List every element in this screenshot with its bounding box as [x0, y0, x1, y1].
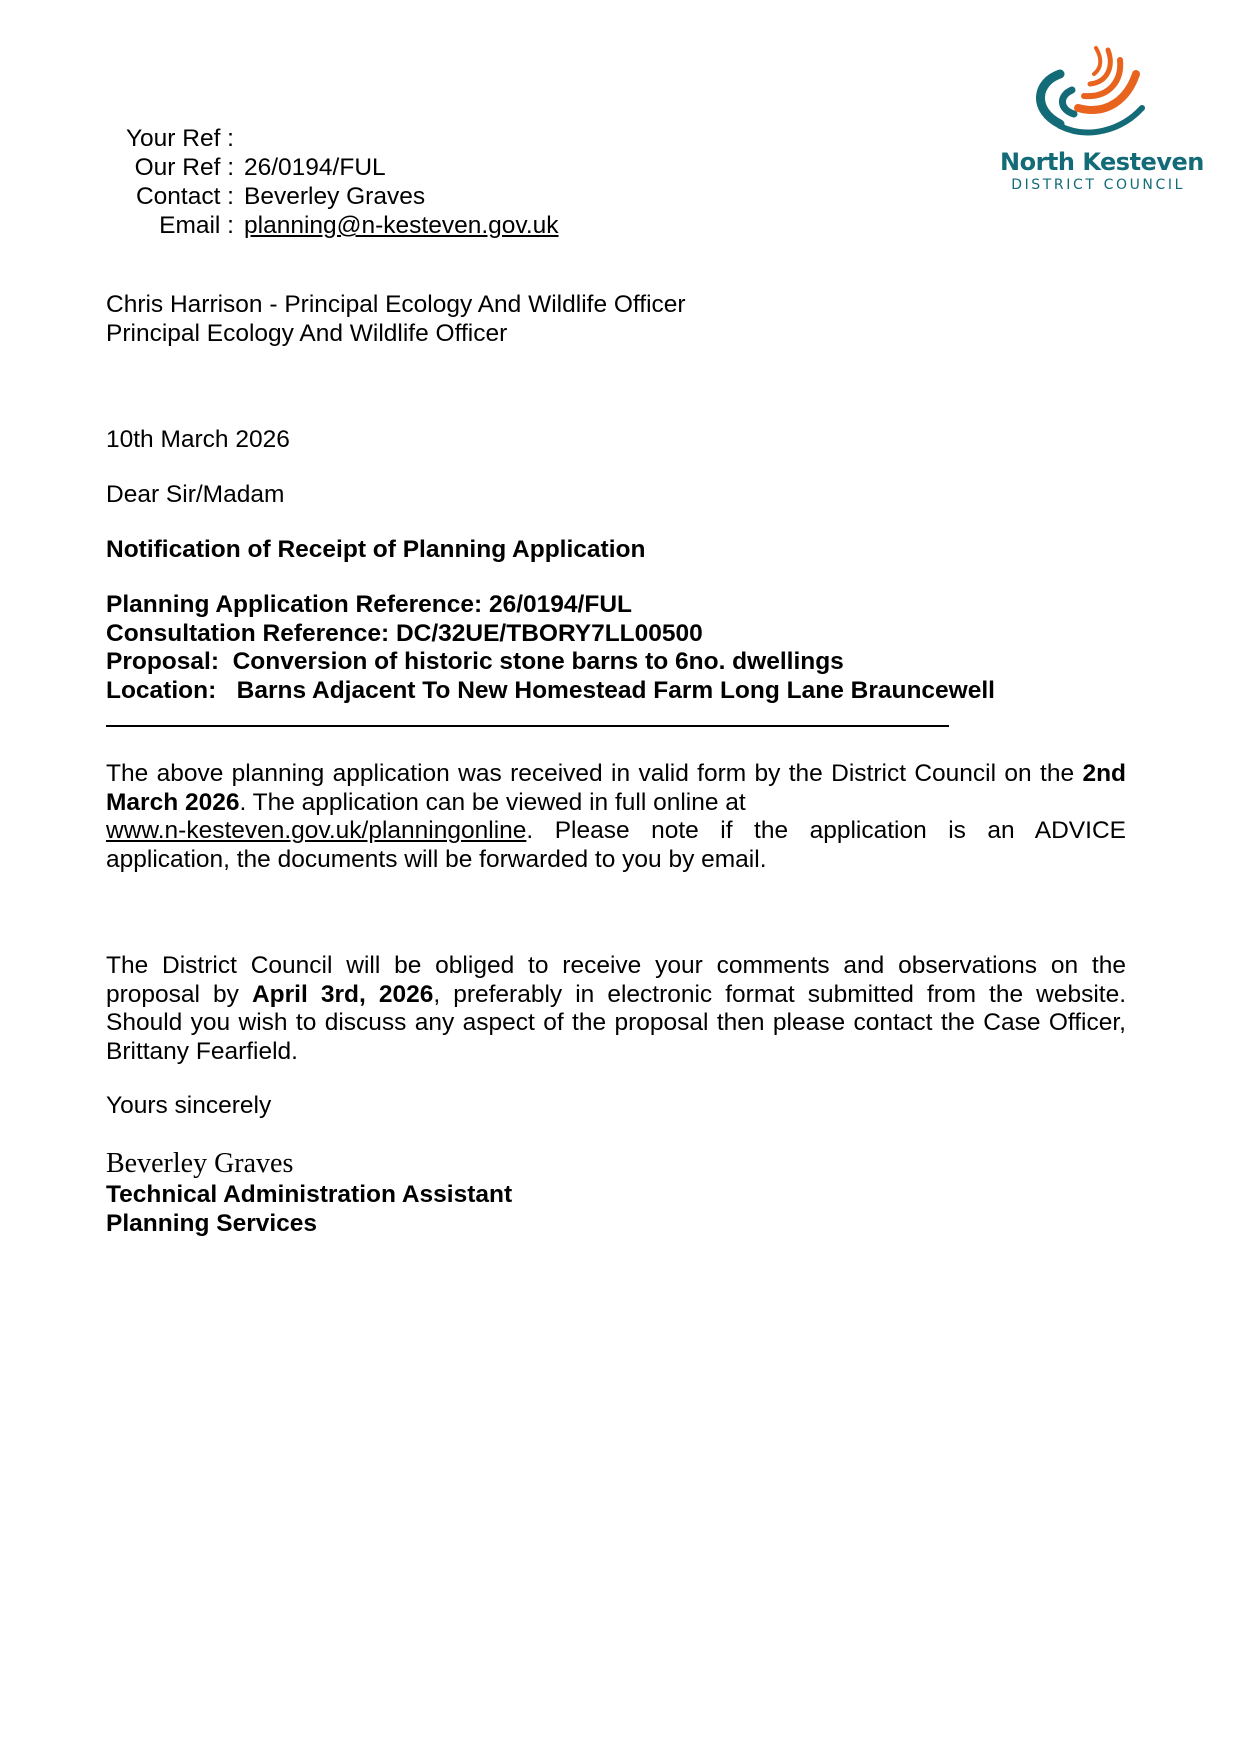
contact-value: Beverley Graves: [244, 183, 426, 210]
consultation-reference: Consultation Reference: DC/32UE/TBORY7LL00500: [106, 619, 703, 647]
paragraph-1-line-2: [106, 789, 1126, 818]
contact-row: [110, 182, 670, 211]
email-row: [110, 211, 670, 240]
recipient-line-1: Chris Harrison - Principal Ecology And Wildlife Officer: [106, 291, 686, 318]
location: Location: Barns Adjacent To New Homestead Farm Long Lane Brauncewell: [106, 677, 995, 705]
p1-text-2: . The application can be viewed in full online at: [239, 788, 746, 816]
planning-online-link[interactable]: www.n-kesteven.gov.uk/planningonline: [106, 817, 527, 845]
application-reference: Planning Application Reference: 26/0194/FUL: [106, 591, 632, 618]
logo-subtitle: DISTRICT COUNCIL: [1011, 177, 1185, 193]
your-ref-label: Your Ref :: [125, 125, 234, 152]
p1-bold-1: 2nd: [1082, 760, 1126, 787]
p2-text-post: , preferably in electronic format submitted from the website.: [433, 980, 1127, 1008]
paragraph-2-line-1: The District Council will be obliged to receive your comments and observations on the: [106, 952, 1126, 979]
council-logo-icon: [1030, 44, 1150, 144]
paragraph-1-line-1: [106, 760, 1126, 789]
paragraph-2-line-4: Brittany Fearfield.: [106, 1037, 298, 1065]
our-ref-row: [110, 153, 670, 182]
contact-label: Contact :: [135, 183, 234, 210]
council-logo: [1000, 44, 1204, 194]
signature-name: Beverley Graves: [106, 1148, 294, 1179]
paragraph-receipt: [106, 760, 1126, 874]
proposal: Proposal: Conversion of historic stone barns to 6no. dwellings: [106, 648, 844, 676]
salutation: Dear Sir/Madam: [106, 481, 285, 508]
signature-block: [106, 1181, 512, 1238]
logo-name: North Kesteven: [1000, 148, 1204, 176]
email-label: Email :: [159, 212, 234, 239]
paragraph-2-line-2: [106, 981, 1126, 1010]
closing: Yours sincerely: [106, 1092, 272, 1119]
signature-department: Planning Services: [106, 1209, 318, 1237]
subject-heading: Notification of Receipt of Planning Application: [106, 536, 646, 563]
paragraph-2-line-3: Should you wish to discuss any aspect of the proposal then please contact the Case Officer,: [106, 1009, 1126, 1037]
your-ref-row: [110, 124, 670, 153]
paragraph-comments: [106, 952, 1126, 1066]
p1-text-3: . Please note if the application is an ADVICE: [526, 817, 1126, 845]
reference-block: [110, 124, 670, 240]
divider-line: [106, 725, 949, 727]
email-link[interactable]: planning@n-kesteven.gov.uk: [244, 212, 559, 239]
p2-deadline: April 3rd, 2026: [251, 980, 434, 1008]
letter-date: 10th March 2026: [106, 426, 290, 453]
paragraph-1-line-4: application, the documents will be forwarded to you by email.: [106, 845, 767, 873]
application-details: [106, 591, 995, 706]
recipient-block: [106, 291, 1006, 348]
p1-text-1: The above planning application was received in valid form by the District Council on the: [106, 760, 1075, 787]
p1-bold-2: March 2026: [106, 788, 240, 816]
signature-title: Technical Administration Assistant: [106, 1181, 513, 1208]
our-ref-value: 26/0194/FUL: [244, 154, 386, 181]
recipient-line-2: Principal Ecology And Wildlife Officer: [106, 319, 508, 347]
paragraph-1-line-3: [106, 817, 1126, 846]
our-ref-label: Our Ref :: [134, 154, 234, 181]
p2-text-pre: proposal by: [106, 980, 239, 1008]
